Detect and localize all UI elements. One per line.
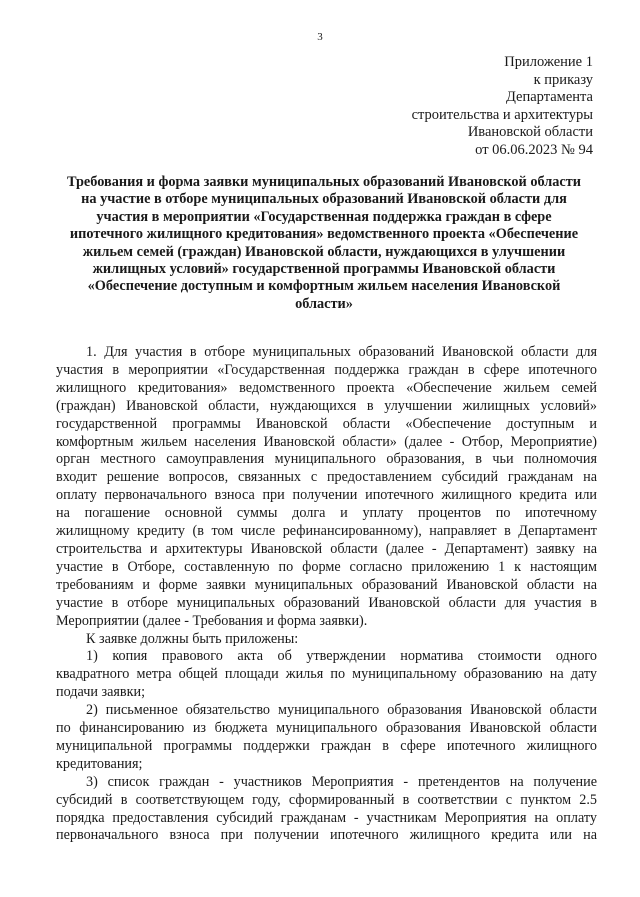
text-line: подачи заявки; (56, 684, 146, 701)
text-line: 2) письменное обязательство муниципального образования Ивановской области (86, 702, 597, 719)
appendix-line: Департамента (505, 89, 593, 106)
text-line: участие в Отборе, составленную по форме согласно приложению 1 к настоящим (56, 558, 597, 575)
document-title (54, 174, 594, 313)
text-line: жилищного кредитования» ведомственного проекта «Обеспечение жильем семей (56, 379, 597, 396)
appendix-header (412, 54, 593, 160)
title-line: Требования и форма заявки муниципальных образований Ивановской области (66, 174, 582, 190)
text-line: первоначального взноса при получении ипотечного жилищного кредита или на (56, 827, 597, 844)
text-line: (граждан) Ивановской области, нуждающихся в улучшении жилищных условий» (56, 397, 597, 414)
text-line: порядка предоставления субсидий гражданам - участникам Мероприятия на оплату (56, 809, 597, 826)
title-line: «Обеспечение доступным и комфортным жильем населения Ивановской (87, 278, 561, 295)
text-line: участие в отборе муниципальных образований Ивановской области для участия в (56, 594, 597, 611)
appendix-line: строительства и архитектуры (411, 106, 593, 123)
text-line: комфортным жильем населения Ивановской области» (далее - Отбор, Мероприятие) (56, 433, 597, 450)
text-line: кредитования; (56, 755, 143, 772)
text-line: государственной программы Ивановской области «Обеспечение доступным и (56, 415, 597, 432)
text-line: 3) список граждан - участников Мероприятия - претендентов на получение (86, 773, 597, 790)
text-line: 1. Для участия в отборе муниципальных образований Ивановской области для (86, 344, 597, 360)
appendix-line: от 06.06.2023 № 94 (475, 141, 593, 158)
title-line: жилищных условий» государственной программы Ивановской области (92, 261, 556, 278)
text-line: строительства и архитектуры Ивановской области (далее - Департамент) заявку на (56, 540, 597, 557)
text-line: К заявке должны быть приложены: (86, 630, 299, 647)
text-line: Мероприятии (далее - Требования и форма заявки). (56, 612, 368, 629)
appendix-line: к приказу (533, 71, 593, 88)
paragraph-5 (56, 774, 597, 846)
text-line: 1) копия правового акта об утверждении норматива стоимости одного (86, 648, 597, 665)
text-line: квадратного метра общей площади жилья по муниципальному образованию на дату (56, 666, 597, 683)
paragraph-2 (56, 631, 597, 649)
text-line: орган местного самоуправления муниципального образования, в чьи полномочия (56, 451, 597, 468)
text-line: участия в мероприятии «Государственная поддержка граждан в сфере ипотечного (56, 361, 597, 378)
paragraph-1 (56, 344, 597, 631)
appendix-line: Приложение 1 (504, 54, 593, 70)
paragraph-3 (56, 648, 597, 702)
title-line: на участие в отборе муниципальных образований Ивановской области для (81, 191, 567, 208)
document-body (56, 344, 597, 845)
title-line: жильем семей (граждан) Ивановской области, нуждающихся в улучшении (82, 243, 566, 260)
title-line: участия в мероприятии «Государственная поддержка граждан в сфере (96, 208, 552, 225)
text-line: субсидий в соответствующем году, сформированный в соответствии с пунктом 2.5 (56, 791, 597, 808)
text-line: входит решение вопросов, связанных с предоставлением субсидий гражданам на (56, 469, 597, 486)
text-line: по финансированию из бюджета муниципального образования Ивановской области (56, 720, 597, 737)
page-number: 3 (317, 31, 323, 43)
text-line: оплату первоначального взноса при получении ипотечного жилищного кредита или (56, 487, 597, 504)
text-line: муниципальной программы поддержки граждан в сфере ипотечного жилищного (56, 737, 597, 754)
appendix-line: Ивановской области (467, 124, 593, 141)
title-line: ипотечного жилищного кредитования» ведомственного проекта «Обеспечение (69, 226, 579, 243)
text-line: жилищному кредиту (в том числе рефинансированному), направляет в Департамент (56, 523, 597, 540)
text-line: на погашение основной суммы долга и уплату процентов по ипотечному (56, 505, 597, 522)
paragraph-4 (56, 702, 597, 774)
title-line: области» (295, 295, 353, 312)
text-line: требованиям и форме заявки муниципальных образований Ивановской области на (56, 576, 597, 593)
